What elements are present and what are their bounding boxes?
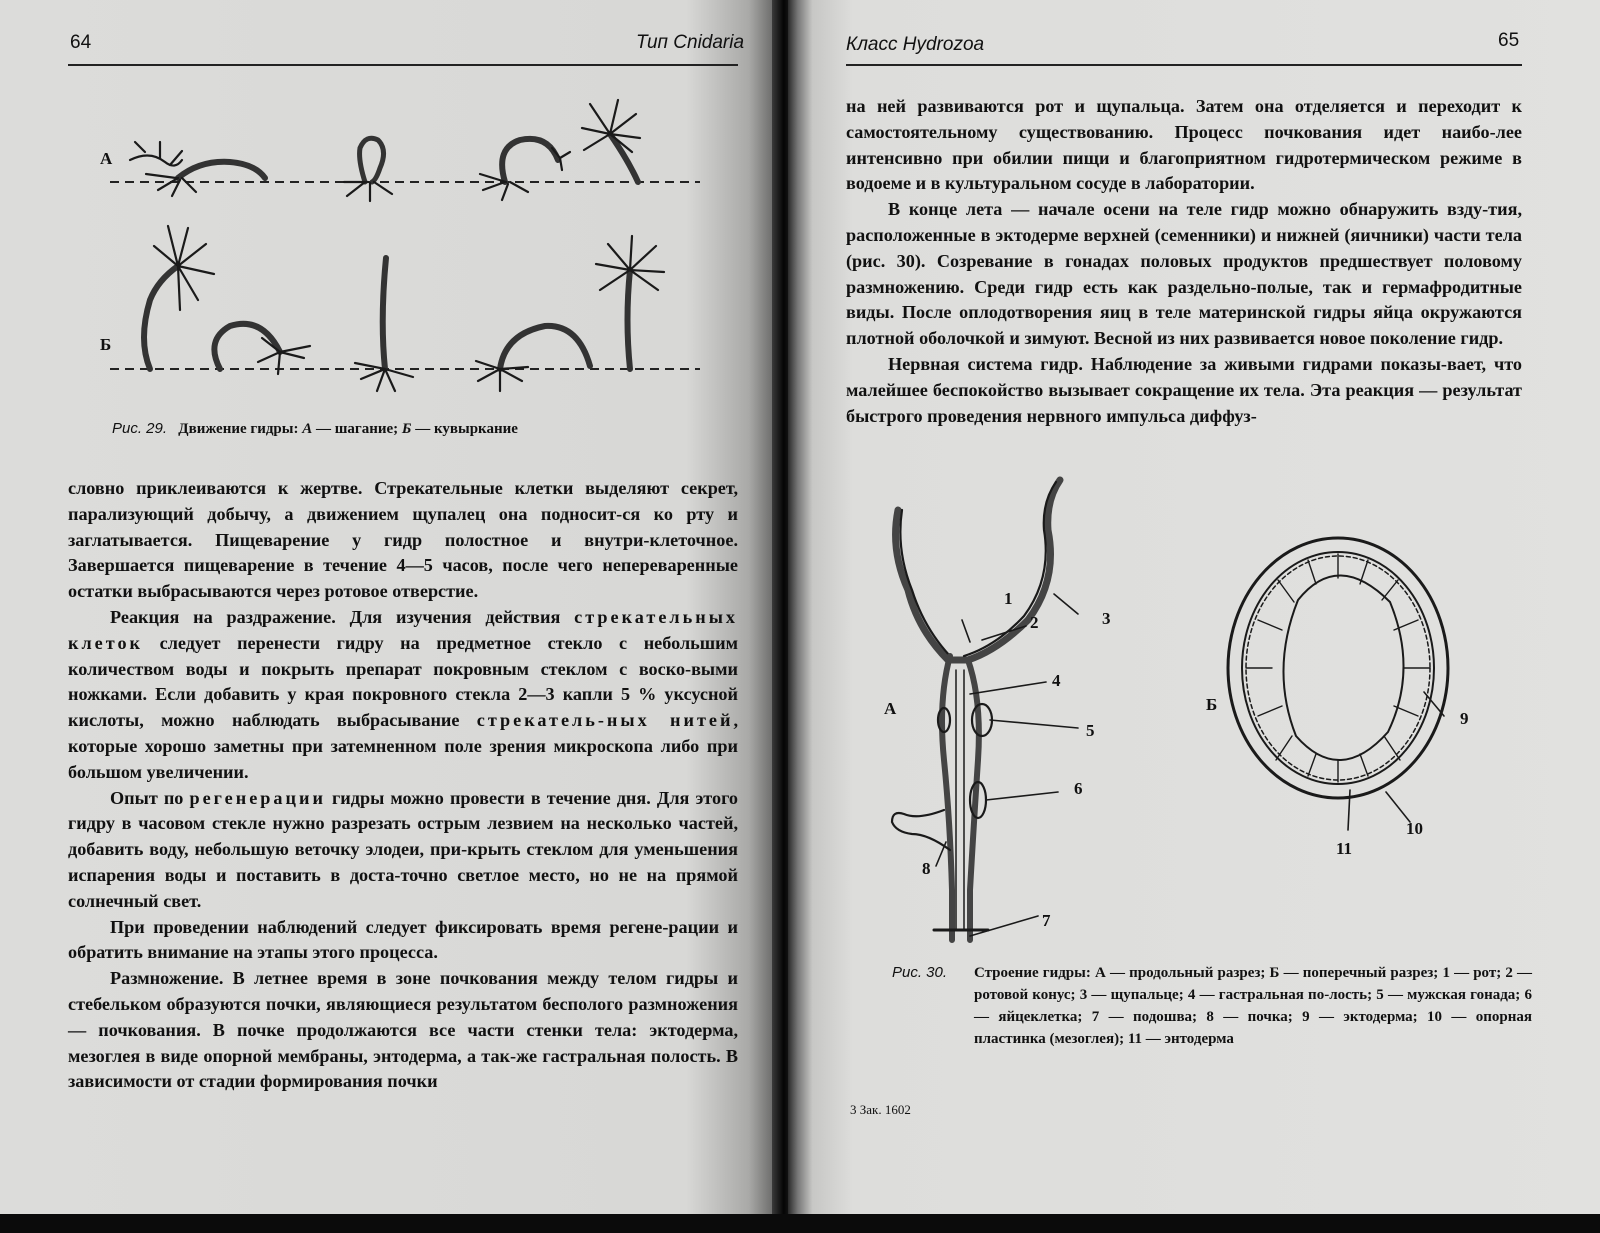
figure-29-hydra-movement <box>90 90 720 410</box>
figure-29-row-label-a: А <box>100 149 113 168</box>
left-paragraph-3-part-b: гидры можно провести в течение дня. Для этого гидру в часовом стекле нужно разрезать острым лезвием на несколько частей, добавить воду, небольшую веточку элодеи, при-крыть стеклом для уменьшения испарения воды и поставить в доста-точно светлое место, но не на прямой солнечный свет. <box>68 787 738 911</box>
page-number-left: 64 <box>70 32 92 53</box>
figure-29-row-label-b: Б <box>100 335 112 354</box>
figure-30-number-9: 9 <box>1460 709 1469 728</box>
right-paragraph-3-text: Наблюдение за живыми гидрами показы-вает, что малейшее беспокойство вызывает сокращение их тела. Эта реакция — результат быстрого проведения нервного импульса диффуз- <box>846 353 1522 426</box>
right-paragraph-1: на ней развиваются рот и щупальца. Затем она отделяется и переходит к самостоятельному существованию. Процесс почкования идет наибо-лее интенсивно при обилии пищи и благоприятном гидротермическом режиме в водоеме и в культуральном сосуде в лаборатории. <box>846 96 1522 194</box>
page-number-right: 65 <box>1498 30 1520 51</box>
figure-30-panel-label-b: Б <box>1206 695 1218 714</box>
figure-30-number-8: 8 <box>922 859 931 878</box>
left-paragraph-2-part-c: , которые хорошо заметны при затемненном поле зрения микроскопа либо при большом увеличении. <box>68 710 739 782</box>
figure-30-number-10: 10 <box>1406 819 1423 838</box>
figure-30-number-4: 4 <box>1052 671 1061 690</box>
printer-stamp: 3 Зак. 1602 <box>850 1102 911 1117</box>
figure-29-caption-a-text: — шагание; <box>312 421 402 437</box>
figure-30-caption-text: Строение гидры: А — продольный разрез; Б — поперечный разрез; 1 — рот; 2 — ротовой конус; 3 — щупальце; 4 — гастральная по-лость; 5 — мужская гонада; 6 — яйцеклетка; 7 — подошва; 8 — почка; 9 — эктодерма; 10 — опорная пластинка (мезоглея); 11 — энтодерма <box>974 965 1532 1047</box>
left-page-body <box>68 476 738 1095</box>
right-paragraph-2: В конце лета — начале осени на теле гидр можно обнаружить взду-тия, расположенные в эктодерме верхней (семенники) и нижней (яичники) части тела (рис. 30). Созревание в гонадах половых продуктов предшествует половому размножению. Среди гидр есть как раздельно-полые, так и гермафродитные виды. После оплодотворения яиц в теле материнской гидры яйца окружаются плотной оболочкой и зимуют. Весной из них развивается новое поколение гидр. <box>846 199 1522 349</box>
figure-29-caption-b-letter: Б <box>401 421 412 437</box>
para-heading-reproduction: Размножение. <box>110 968 224 989</box>
left-paragraph-5 <box>68 966 738 1095</box>
right-paragraph-3 <box>846 352 1522 429</box>
figure-30-panel-label-a: А <box>884 699 897 718</box>
left-paragraph-5-text: В летнее время в зоне почкования между телом гидры и стебельком образуются почки, являющиеся результатом бесполого размножения — почкования. В почке продолжаются все части стенки тела: эктодерма, мезоглея в виде опорной мембраны, энтодерма, а так-же гастральная полость. В зависимости от стадии формирования почки <box>68 968 738 1092</box>
left-paragraph-3-part-a: Опыт по <box>110 787 190 808</box>
figure-30-number-1: 1 <box>1004 589 1013 608</box>
left-paragraph-1: словно приклеиваются к жертве. Стрекательные клетки выделяют секрет, парализующий добычу, а движением щупалец она подносит-ся ко рту и заглатывается. Пищеварение у гидр полостное и внутри-клеточное. Завершается пищеварение в течение 4—5 часов, после чего непереваренные остатки выбрасываются через ротовое отверстие. <box>68 478 738 602</box>
scan-bottom-edge <box>0 1214 1600 1233</box>
figure-30-number-2: 2 <box>1030 613 1039 632</box>
left-paragraph-2-part-a: Для изучения действия <box>335 606 575 627</box>
right-page <box>788 0 1600 1218</box>
spaced-term-stinging-cells: стрекательных клеток <box>68 606 738 653</box>
left-paragraph-4: При проведении наблюдений следует фиксировать время регене-рации и обратить внимание на этапы этого процесса. <box>68 916 738 963</box>
figure-29-caption-b-text: — кувыркание <box>411 421 518 437</box>
figure-30-number-5: 5 <box>1086 721 1095 740</box>
spaced-term-regeneration: регенерации <box>189 787 326 808</box>
header-rule-left <box>68 64 738 66</box>
figure-30-hydra-structure <box>878 470 1538 960</box>
figure-30-number-3: 3 <box>1102 609 1111 628</box>
figure-30-caption-number: Рис. 30. <box>892 964 948 981</box>
spaced-term-stinging-threads: стрекатель-ных нитей <box>476 710 734 731</box>
figure-29-caption-number: Рис. 29. <box>112 420 168 437</box>
figure-29-caption-prefix: Движение гидры: <box>178 421 303 437</box>
para-heading-reaction: Реакция на раздражение. <box>110 606 336 627</box>
left-paragraph-2-part-b: следует перенести гидру на предметное стекло с небольшим количеством воды и покрыть препарат покровным стеклом с воско-выми ножками. Если добавить у края покровного стекла 2—3 капли 5 % уксусной кислоты, можно наблюдать выбрасывание <box>68 632 738 731</box>
figure-29-caption-a-letter: А <box>302 421 313 437</box>
figure-30-number-7: 7 <box>1042 911 1051 930</box>
running-head-right: Класс Hydrozoa <box>846 34 985 55</box>
figure-30-number-6: 6 <box>1074 779 1083 798</box>
left-paragraph-3 <box>68 786 738 915</box>
left-paragraph-2 <box>68 605 738 786</box>
header-rule-right <box>846 64 1522 66</box>
figure-30-caption <box>892 962 1532 1050</box>
running-head-left: Тип Cnidaria <box>636 32 745 53</box>
figure-29-caption <box>112 418 732 440</box>
right-page-body <box>846 94 1522 429</box>
figure-30-number-11: 11 <box>1336 839 1353 858</box>
left-page <box>0 0 780 1218</box>
para-heading-nervous-system: Нервная система гидр. <box>888 353 1083 374</box>
